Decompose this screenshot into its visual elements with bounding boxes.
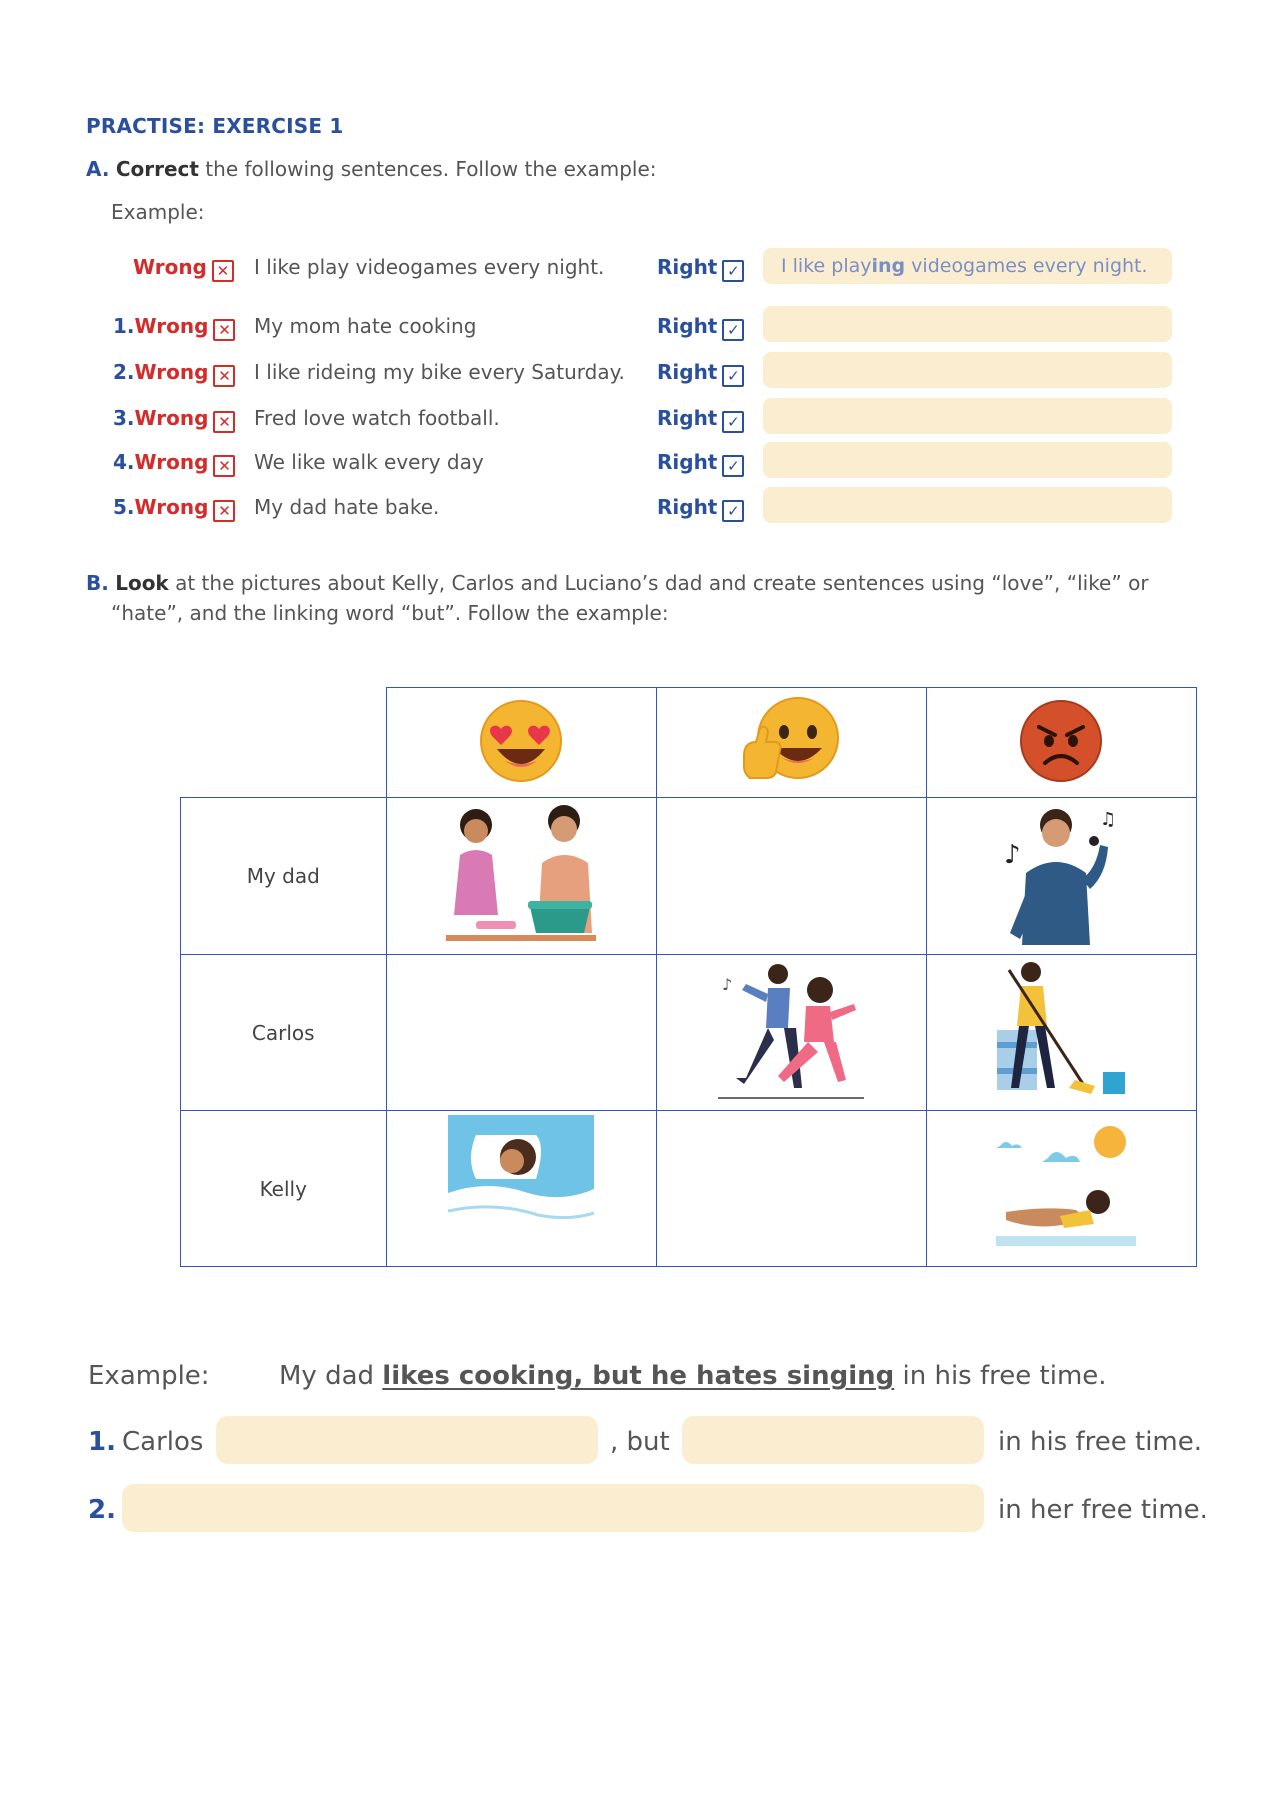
wrong-x-icon: ✕ [213, 411, 235, 433]
wrong-x-icon: ✕ [213, 319, 235, 341]
heart-eyes-emoji-icon [479, 699, 563, 783]
carlos-love-cell [386, 955, 656, 1111]
wrong-x-icon: ✕ [213, 455, 235, 477]
item-2-answer-field[interactable] [763, 352, 1172, 388]
love-header [386, 688, 656, 798]
thumbs-up-emoji-icon [736, 696, 846, 786]
item-5-answer-field[interactable] [763, 487, 1172, 523]
kelly-love-cell [386, 1111, 656, 1267]
item-3-wrong-label: 3.Wrong ✕ [113, 406, 235, 433]
q1-but: , but [610, 1427, 670, 1457]
item-2-wrong-label: 2.Wrong ✕ [113, 360, 235, 387]
dad-love-cell [386, 798, 656, 955]
picture-grid [180, 687, 1197, 1267]
sleeping-illustration-icon [448, 1115, 594, 1259]
wrong-x-icon: ✕ [212, 260, 234, 282]
item-4-wrong-label: 4.Wrong ✕ [113, 450, 235, 477]
example-wrong-sentence: I like play videogames every night. [254, 255, 605, 279]
hate-header [926, 688, 1196, 798]
page-title: PRACTISE: EXERCISE 1 [86, 114, 344, 138]
item-1-wrong-label: 1.Wrong ✕ [113, 314, 235, 341]
item-1-sentence: My mom hate cooking [254, 314, 477, 338]
carlos-hate-cell [926, 955, 1196, 1111]
kelly-like-cell [656, 1111, 926, 1267]
item-5-sentence: My dad hate bake. [254, 495, 440, 519]
q1-end: in his free time. [998, 1427, 1203, 1457]
swimming-illustration-icon [986, 1116, 1136, 1258]
wrong-x-icon: ✕ [213, 365, 235, 387]
dancing-illustration-icon [716, 960, 866, 1102]
item-3-sentence: Fred love watch football. [254, 406, 500, 430]
wrong-x-icon: ✕ [213, 500, 235, 522]
carlos-like-cell [656, 955, 926, 1111]
q1-number: 1. [88, 1427, 116, 1457]
example-right-label: Right ✓ [657, 255, 744, 282]
section-a-instruction: A. Correct the following sentences. Follow the example: [86, 157, 657, 181]
row-label-dad: My dad [181, 798, 387, 955]
item-4-right-label: Right ✓ [657, 450, 744, 477]
item-2-right-label: Right ✓ [657, 360, 744, 387]
section-b-instruction: B. Look at the pictures about Kelly, Carlos and Luciano’s dad and create sentences using “love”, “like” or [86, 571, 1149, 595]
item-4-answer-field[interactable] [763, 442, 1172, 478]
item-2-sentence: I like rideing my bike every Saturday. [254, 360, 625, 384]
item-1-answer-field[interactable] [763, 306, 1172, 342]
item-5-right-label: Right ✓ [657, 495, 744, 522]
cooking-illustration-icon [446, 803, 596, 945]
empty-corner [181, 688, 387, 798]
item-3-right-label: Right ✓ [657, 406, 744, 433]
check-icon: ✓ [722, 411, 744, 433]
angry-emoji-icon [1019, 699, 1103, 783]
example-label: Example: [111, 200, 205, 224]
dad-hate-cell [926, 798, 1196, 955]
check-icon: ✓ [722, 455, 744, 477]
section-b-instruction-line2: “hate”, and the linking word “but”. Follow the example: [111, 601, 669, 625]
check-icon: ✓ [722, 260, 744, 282]
q1-answer-field-1[interactable] [216, 1416, 598, 1464]
row-label-carlos: Carlos [181, 955, 387, 1111]
example-wrong-label: Wrong ✕ [133, 255, 234, 282]
q2-end: in her free time. [998, 1495, 1208, 1525]
svg-text:♪: ♪ [722, 974, 733, 994]
item-4-sentence: We like walk every day [254, 450, 484, 474]
b-example-sentence: My dad likes cooking, but he hates singing in his free time. [279, 1361, 1107, 1391]
cleaning-illustration-icon [991, 960, 1131, 1102]
q1-answer-field-2[interactable] [682, 1416, 984, 1464]
kelly-hate-cell [926, 1111, 1196, 1267]
item-3-answer-field[interactable] [763, 398, 1172, 434]
check-icon: ✓ [722, 319, 744, 341]
check-icon: ✓ [722, 365, 744, 387]
example-answer-field: I like playing videogames every night. [763, 248, 1172, 284]
item-5-wrong-label: 5.Wrong ✕ [113, 495, 235, 522]
q2-number: 2. [88, 1495, 116, 1525]
q1-name: Carlos [122, 1427, 204, 1457]
q2-answer-field[interactable] [122, 1484, 984, 1532]
singing-illustration-icon [996, 803, 1126, 945]
b-example-label: Example: [88, 1361, 210, 1391]
dad-like-cell [656, 798, 926, 955]
item-1-right-label: Right ✓ [657, 314, 744, 341]
like-header [656, 688, 926, 798]
svg-text:♫: ♫ [1100, 809, 1117, 830]
svg-text:♪: ♪ [1004, 840, 1021, 870]
row-label-kelly: Kelly [181, 1111, 387, 1267]
check-icon: ✓ [722, 500, 744, 522]
